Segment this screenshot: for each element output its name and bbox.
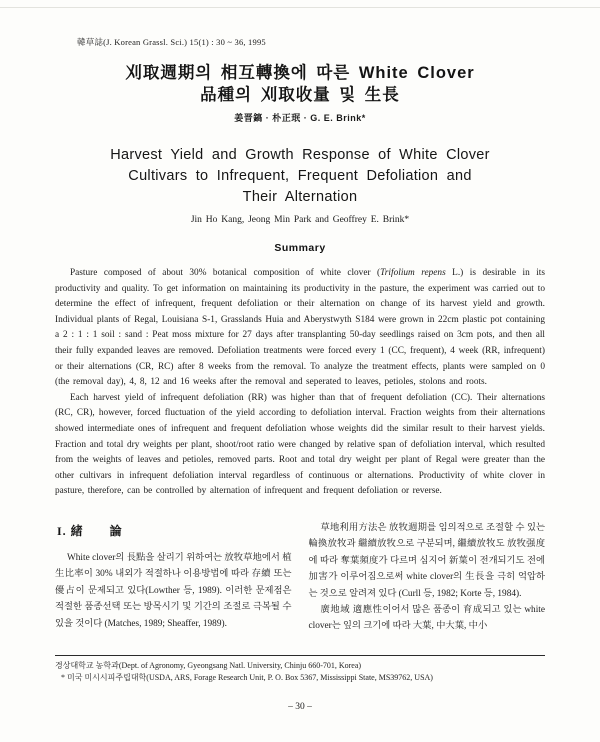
page-number: – 30 –: [288, 702, 312, 712]
intro-right-column: [309, 520, 546, 635]
english-title-line3: Their Alternation: [242, 189, 358, 205]
summary-p1-text-before: Pasture composed of about 30% botanical composition of white clover (: [70, 268, 381, 278]
korean-title: [55, 62, 545, 106]
intro-right-paragraph-2: 廣地域 適應性이어서 많은 품종이 育成되고 있는 white clover는 잎의 크기에 따라 大葉, 中大葉, 中小: [308, 604, 545, 632]
english-title: [55, 145, 545, 208]
journal-citation-line: 韓草誌(J. Korean Grassl. Sci.) 15(1) : 30 ~ 36, 1995: [77, 37, 266, 47]
intro-left-paragraph: White clover의 長點을 살리기 위하여는 放牧草地에서 植生比率이 30% 내외가 적절하나 이용방법에 따라 存續 또는 優占이 문제되고 있다(Lowther 등, 1989). 이러한 문제점은 적절한 품종선택 또는 방목시기 및 기간의 조절로 극복될 수 있을 것이다 (Matches, 1989; Sheaffer, 1989).: [55, 552, 292, 629]
species-name-italic: Trifolium repens: [380, 268, 446, 278]
footnote-affiliation-2: * 미국 미시시피주립대학(USDA, ARS, Forage Research Unit, P. O. Box 5367, Mississippi State, MS39762, USA): [61, 673, 433, 682]
intro-right-paragraph-1: 草地利用方法은 放牧週期를 임의적으로 조절할 수 있는 輪換放牧과 繼續放牧으로 구분되며, 繼續放牧도 放牧强度에 따라 奪葉頻度가 다르며 심지어 新葉이 전개되기도 전에 加害가 이루어짐으로써 white clover의 生長을 극히 억압하는 것으로 알려져 있다 (Curll 등, 1982; Korte 등, 1984).: [308, 522, 545, 599]
english-authors: Jin Ho Kang, Jeong Min Park and Geoffrey E. Brink*: [190, 215, 410, 225]
introduction-section: [55, 520, 545, 635]
footnote-block: [55, 655, 545, 684]
summary-paragraph-2: Each harvest yield of infrequent defoliation (RR) was higher than that of frequent defoliation (CC). Their alternations (RC, CR), however, forced fluctuation of the yield according to defoliation interval. Fraction weights from their alternations showed intermediate ones of infrequent and frequent defoliation whose weights did the similar result to their harvest yields. Fraction and total dry weights per plant, shoot/root ratio were changed by relative span of defoliation interval, which resulted from the weights of leaves and petioles, removed parts. Root and total dry weight per plant of Regal were greater than the other cultivars in infrequent defoliation interval regardless of continuous or alternations. Productivity of white clover in pasture, therefore, can be controlled by alternation of infrequent and frequent defoliation or reverse.: [55, 392, 545, 497]
scan-edge: [0, 0, 600, 8]
english-title-line1: Harvest Yield and Growth Response of White Clover: [110, 147, 490, 163]
intro-left-column: [55, 520, 292, 635]
korean-authors: 姜晋鎬 · 朴正珉 · G. E. Brink*: [234, 113, 366, 123]
summary-paragraph-1: [55, 266, 545, 391]
summary-heading: Summary: [274, 242, 326, 254]
korean-title-line2: 品種의 刈取收量 및 生長: [200, 86, 400, 104]
english-title-line2: Cultivars to Infrequent, Frequent Defoliation and: [128, 168, 472, 184]
footnote-affiliation-1: 경상대학교 농학과(Dept. of Agronomy, Gyeongsang Natl. University, Chinju 660-701, Korea): [55, 661, 362, 670]
introduction-heading: I. 緒 論: [57, 523, 123, 538]
korean-title-line1: 刈取週期의 相互轉換에 따른 White Clover: [125, 64, 475, 82]
summary-body: [55, 266, 545, 500]
summary-p1-text-after: L.) is desirable in its productivity and quality. To get information on maintaining its productivity in the pasture, the experiment was carried out to determine the effect of infrequent, frequent defoliation or their alternation on change of its harvest yield and growth. Individual plants of Regal, Louisiana S-1, Grasslands Huia and Aberystwyth S184 were grown in 22cm plastic pot containing a 2 : 1 : 1 soil : sand : Peat moss mixture for 27 days after transplanting 50-day seedlings raised on 3cm pots, and then all their fully expanded leaves are removed. Defoliation treatments were forced every 1 (CC, frequent), 4 week (RR, infrequent) or their alternations (CR, RC) after 8 weeks from the removal. To analyze the treatment effects, plants were sampled on 0 (the removal day), 4, 8, 12 and 16 weeks after the removal and seperated to leaves, petioles, stolons and roots.: [55, 268, 545, 388]
